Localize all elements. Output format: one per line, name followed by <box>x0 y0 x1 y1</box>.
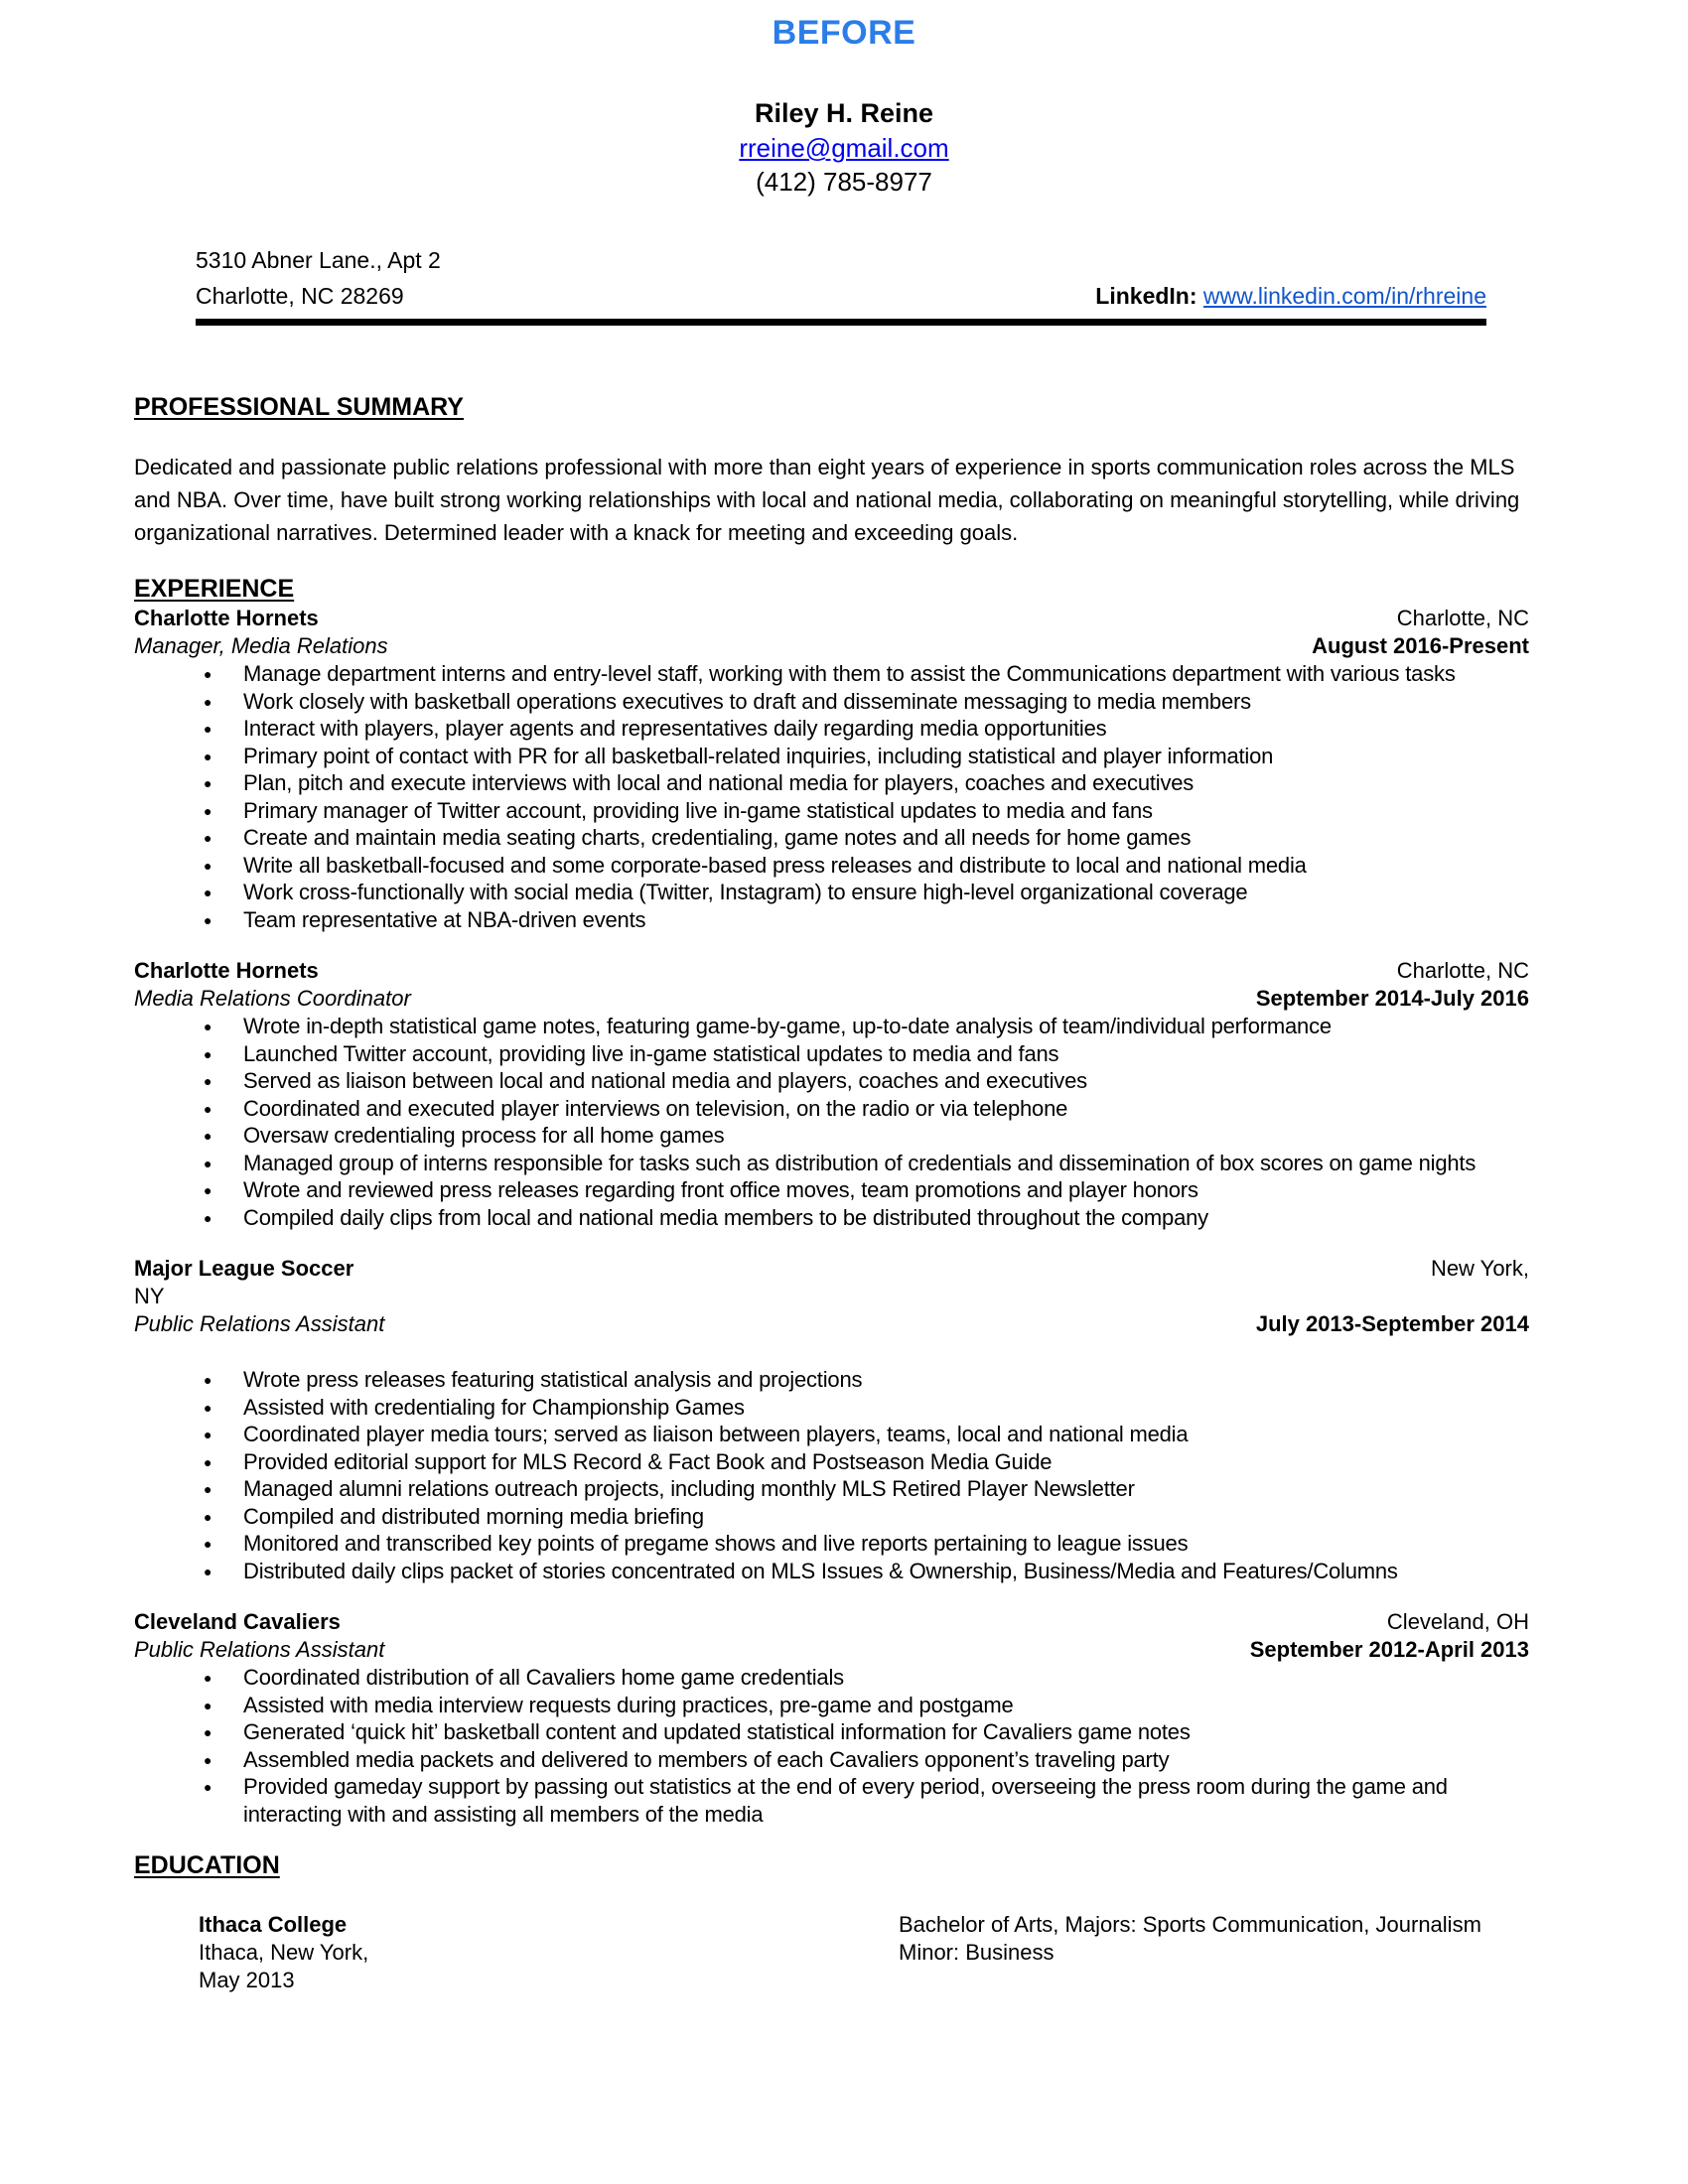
bullet-item: ● Assembled media packets and delivered to members of each Cavaliers opponent’s traveling party <box>134 1746 1529 1774</box>
job-cleveland-cavaliers <box>134 1608 1529 1828</box>
job-location: New York, <box>1430 1256 1529 1281</box>
job-charlotte-hornets-coordinator <box>134 957 1529 1231</box>
contact-block <box>0 95 1688 199</box>
minor: Minor: Business <box>899 1940 1055 1965</box>
job-location-wrap: NY <box>134 1284 165 1308</box>
bullet-item: ● Coordinated and executed player interviews on television, on the radio or via telephone <box>134 1095 1529 1123</box>
job-title: Public Relations Assistant <box>134 1637 385 1662</box>
bullet-item: ● Oversaw credentialing process for all home games <box>134 1122 1529 1150</box>
linkedin-label: LinkedIn: <box>1095 283 1197 309</box>
bullet-list <box>134 1366 1529 1584</box>
linkedin-line <box>1095 278 1486 314</box>
degree: Bachelor of Arts, Majors: Sports Communication, Journalism <box>899 1912 1481 1937</box>
education-degree-block <box>899 1911 1481 1994</box>
company-name: Major League Soccer <box>134 1256 354 1281</box>
bullet-item: ● Wrote in-depth statistical game notes, featuring game-by-game, up-to-date analysis of team/individual performance <box>134 1013 1529 1040</box>
bullet-item: ● Distributed daily clips packet of stories concentrated on MLS Issues & Ownership, Business/Media and Features/Columns <box>134 1558 1529 1585</box>
job-major-league-soccer <box>134 1255 1529 1584</box>
address-line-1: 5310 Abner Lane., Apt 2 <box>196 247 441 273</box>
job-title: Public Relations Assistant <box>134 1311 385 1336</box>
bullet-item: ● Provided editorial support for MLS Record & Fact Book and Postseason Media Guide <box>134 1448 1529 1476</box>
job-title: Manager, Media Relations <box>134 633 388 658</box>
bullet-item: ● Coordinated distribution of all Cavaliers home game credentials <box>134 1664 1529 1692</box>
bullet-item: ● Served as liaison between local and national media and players, coaches and executives <box>134 1067 1529 1095</box>
job-location: Charlotte, NC <box>1396 958 1529 983</box>
section-education <box>134 1849 1529 1994</box>
bullet-item: ● Monitored and transcribed key points of pregame shows and live reports pertaining to league issues <box>134 1530 1529 1558</box>
education-heading: EDUCATION <box>134 1851 280 1879</box>
graduation-date: May 2013 <box>199 1968 295 1992</box>
school-name: Ithaca College <box>199 1912 348 1937</box>
bullet-item: ● Interact with players, player agents and representatives daily regarding media opportunities <box>134 715 1529 743</box>
bullet-item: ● Create and maintain media seating charts, credentialing, game notes and all needs for home games <box>134 824 1529 852</box>
address-block <box>196 242 441 314</box>
email-link[interactable]: rreine@gmail.com <box>739 133 949 163</box>
bullet-list <box>134 1664 1529 1828</box>
job-dates: September 2012-April 2013 <box>1249 1637 1529 1662</box>
company-name: Cleveland Cavaliers <box>134 1609 341 1634</box>
bullet-list <box>134 1013 1529 1231</box>
company-name: Charlotte Hornets <box>134 606 319 630</box>
bullet-item: ● Compiled daily clips from local and national media members to be distributed throughout the company <box>134 1204 1529 1232</box>
section-professional-summary <box>134 391 1529 549</box>
experience-heading: EXPERIENCE <box>134 575 295 603</box>
bullet-item: ● Managed alumni relations outreach projects, including monthly MLS Retired Player Newsletter <box>134 1475 1529 1503</box>
phone-number: (412) 785-8977 <box>756 167 932 197</box>
bullet-item: ● Coordinated player media tours; served as liaison between players, teams, local and national media <box>134 1421 1529 1448</box>
job-dates: August 2016-Present <box>1312 633 1529 658</box>
job-location: Charlotte, NC <box>1396 606 1529 630</box>
bullet-item: ● Launched Twitter account, providing live in-game statistical updates to media and fans <box>134 1040 1529 1068</box>
bullet-item: ● Generated ‘quick hit’ basketball content and updated statistical information for Cavaliers game notes <box>134 1718 1529 1746</box>
bullet-item: ● Wrote press releases featuring statistical analysis and projections <box>134 1366 1529 1394</box>
header-divider-rule <box>196 319 1486 326</box>
bullet-item: ● Managed group of interns responsible for tasks such as distribution of credentials and dissemination of box scores on game nights <box>134 1150 1529 1177</box>
candidate-name: Riley H. Reine <box>754 98 934 128</box>
bullet-item: ● Write all basketball-focused and some corporate-based press releases and distribute to local and national media <box>134 852 1529 880</box>
address-section <box>196 242 1486 326</box>
bullet-item: ● Assisted with credentialing for Championship Games <box>134 1394 1529 1422</box>
bullet-item: ● Work cross-functionally with social media (Twitter, Instagram) to ensure high-level organizational coverage <box>134 879 1529 906</box>
linkedin-link[interactable]: www.linkedin.com/in/rhreine <box>1202 283 1486 309</box>
bullet-item: ● Wrote and reviewed press releases regarding front office moves, team promotions and player honors <box>134 1176 1529 1204</box>
bullet-item: ● Plan, pitch and execute interviews with local and national media for players, coaches and executives <box>134 769 1529 797</box>
bullet-item: ● Compiled and distributed morning media briefing <box>134 1503 1529 1531</box>
bullet-item: ● Primary manager of Twitter account, providing live in-game statistical updates to media and fans <box>134 797 1529 825</box>
bullet-item: ● Provided gameday support by passing out statistics at the end of every period, overseeing the press room during the game and interacting with and assisting all members of the media <box>134 1773 1529 1828</box>
education-school-block <box>199 1911 899 1994</box>
bullet-item: ● Manage department interns and entry-level staff, working with them to assist the Communications department with various tasks <box>134 660 1529 688</box>
job-location: Cleveland, OH <box>1386 1609 1529 1634</box>
job-title: Media Relations Coordinator <box>134 986 411 1011</box>
before-label: BEFORE <box>772 14 916 52</box>
bullet-item: ● Primary point of contact with PR for all basketball-related inquiries, including statistical and player information <box>134 743 1529 770</box>
bullet-item: ● Work closely with basketball operations executives to draft and disseminate messaging to media members <box>134 688 1529 716</box>
job-charlotte-hornets-manager <box>134 605 1529 933</box>
bullet-list <box>134 660 1529 933</box>
bullet-item: ● Team representative at NBA-driven events <box>134 906 1529 934</box>
job-dates: July 2013-September 2014 <box>1255 1311 1529 1336</box>
company-name: Charlotte Hornets <box>134 958 319 983</box>
summary-paragraph: Dedicated and passionate public relations professional with more than eight years of experience in sports communication roles across the MLS and NBA. Over time, have built strong working relationships with local and national media, collaborating on meaningful storytelling, while driving organizational narratives. Determined leader with a knack for meeting and exceeding goals. <box>134 455 1520 545</box>
section-experience <box>134 573 1529 1828</box>
school-location: Ithaca, New York, <box>199 1940 369 1965</box>
bullet-item: ● Assisted with media interview requests during practices, pre-game and postgame <box>134 1692 1529 1719</box>
address-line-2: Charlotte, NC 28269 <box>196 283 404 309</box>
document-body <box>134 242 1529 1994</box>
job-dates: September 2014-July 2016 <box>1255 986 1529 1011</box>
summary-heading: PROFESSIONAL SUMMARY <box>134 393 464 421</box>
